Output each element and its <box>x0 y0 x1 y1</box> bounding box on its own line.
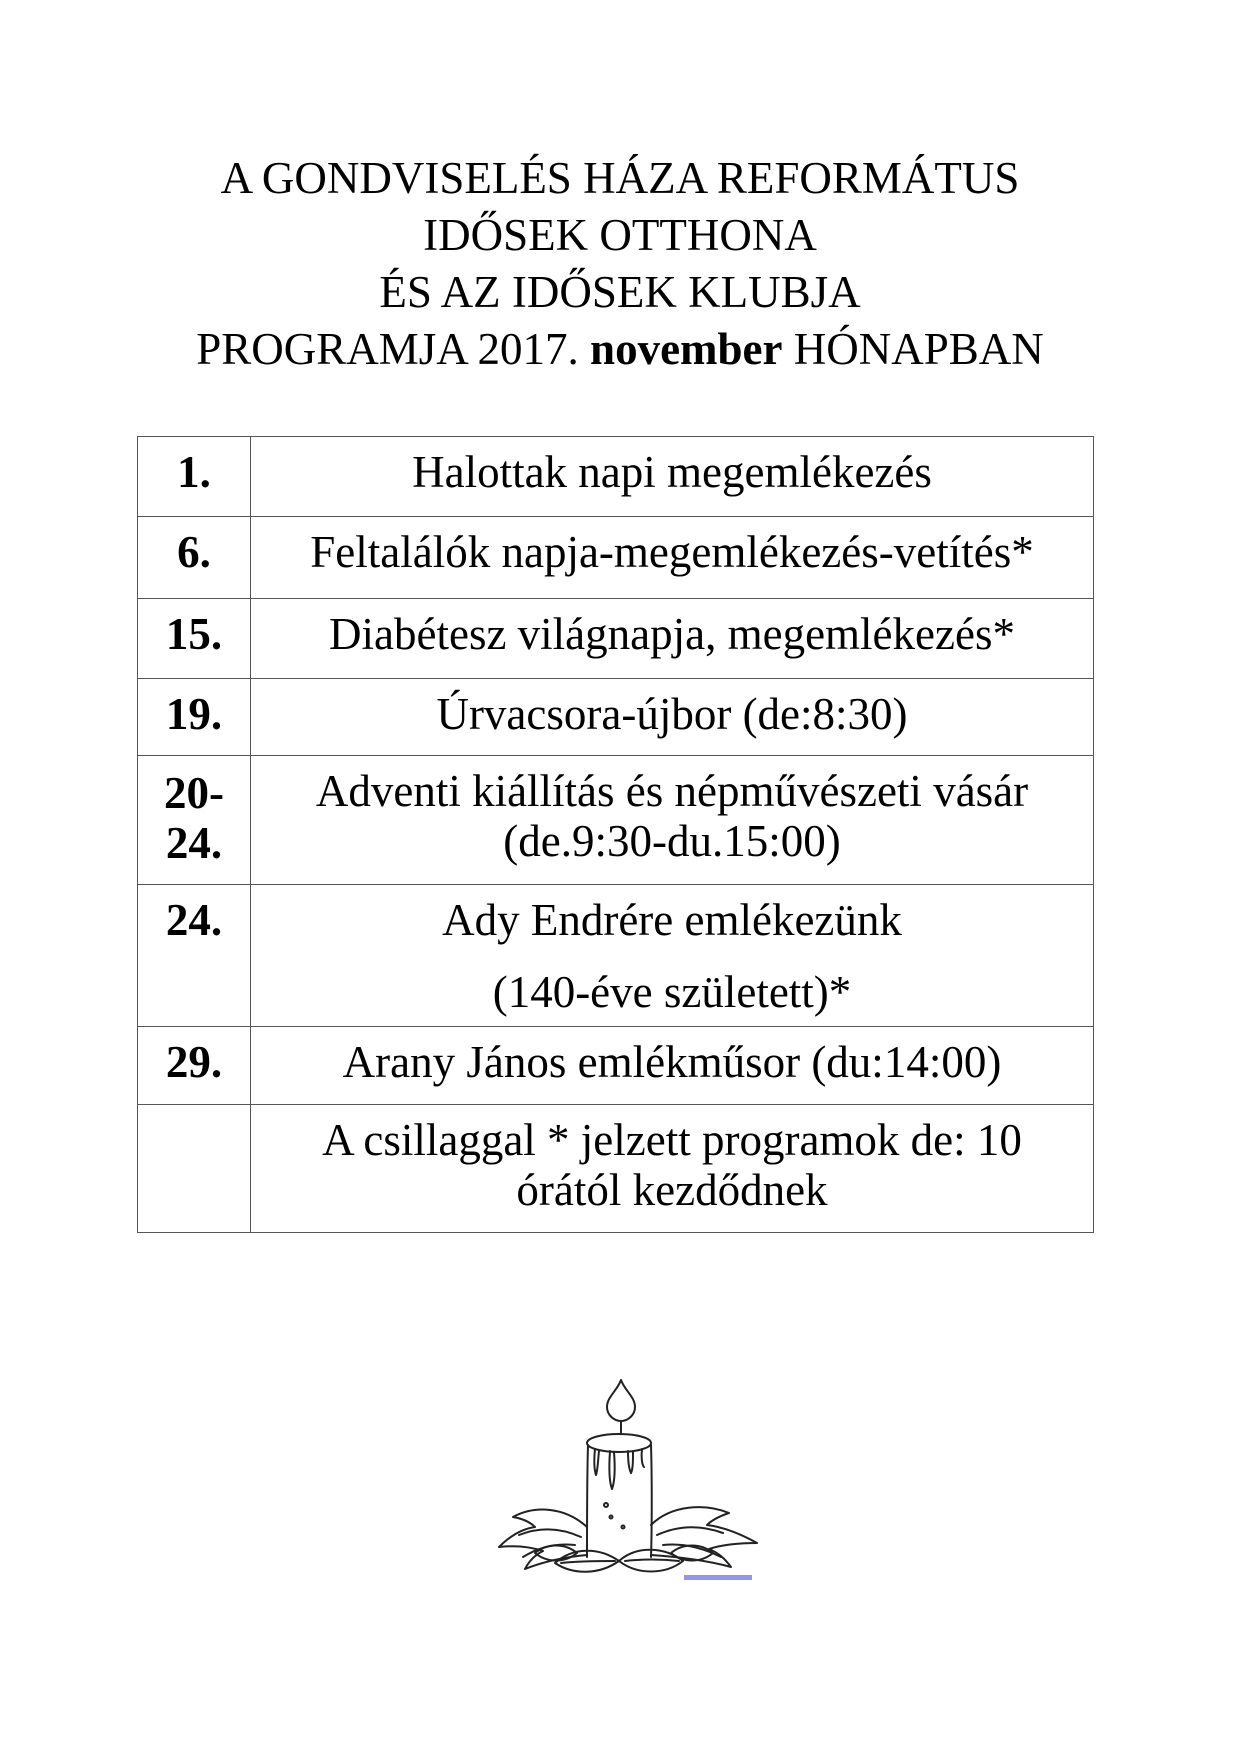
title-line-2: IDŐSEK OTTHONA <box>423 210 817 260</box>
event-cell <box>251 437 1094 517</box>
event-cell <box>251 1105 1094 1233</box>
title-month: november <box>590 324 783 374</box>
table-row <box>138 517 1094 599</box>
table-row <box>138 885 1094 1027</box>
event-cell <box>251 1027 1094 1105</box>
title-year: PROGRAMJA 2017. <box>196 324 579 374</box>
artist-mark-icon <box>684 1574 752 1581</box>
event-cell <box>251 679 1094 756</box>
program-table <box>137 436 1094 1233</box>
event-cell <box>251 599 1094 679</box>
title-suffix: HÓNAPBAN <box>793 324 1044 374</box>
table-row <box>138 599 1094 679</box>
event-text: Diabétesz világnapja, megemlékezés* <box>329 609 1015 659</box>
table-row <box>138 437 1094 517</box>
event-text: Ady Endrére emlékezünk <box>442 895 902 945</box>
table-row <box>138 1027 1094 1105</box>
title-line-1: A GONDVISELÉS HÁZA REFORMÁTUS <box>220 153 1020 203</box>
day-range-end: 24. <box>165 818 223 868</box>
event-text: Adventi kiállítás és népművészeti vásár <box>315 766 1029 816</box>
title-line-4 <box>0 321 1240 378</box>
event-note: (140-éve született)* <box>492 967 852 1017</box>
event-time: (de.9:30-du.15:00) <box>503 816 841 866</box>
event-text: Halottak napi megemlékezés <box>412 447 932 497</box>
event-text: Arany János emlékműsor (du:14:00) <box>342 1037 1002 1087</box>
day-cell: 1. <box>138 437 251 517</box>
event-cell <box>251 756 1094 885</box>
event-text: Feltalálók napja-megemlékezés-vetítés* <box>310 527 1034 577</box>
day-cell: 15. <box>138 599 251 679</box>
event-text: Úrvacsora-újbor (de:8:30) <box>436 689 908 739</box>
day-cell: 29. <box>138 1027 251 1105</box>
table-row <box>138 756 1094 885</box>
day-cell: 6. <box>138 517 251 599</box>
event-cell <box>251 517 1094 599</box>
page-title <box>0 150 1240 378</box>
day-cell <box>138 1105 251 1233</box>
event-cell <box>251 885 1094 1027</box>
day-range-start: 20- <box>164 768 224 818</box>
day-cell <box>138 756 251 885</box>
day-cell: 19. <box>138 679 251 756</box>
title-line-3: ÉS AZ IDŐSEK KLUBJA <box>379 267 861 317</box>
table-row <box>138 1105 1094 1233</box>
table-row <box>138 679 1094 756</box>
footnote-text: A csillaggal * jelzett programok de: 10 <box>322 1115 1022 1165</box>
footnote-text-continued: órától kezdődnek <box>516 1165 828 1215</box>
day-cell: 24. <box>138 885 251 1027</box>
candle-icon <box>495 1377 763 1585</box>
